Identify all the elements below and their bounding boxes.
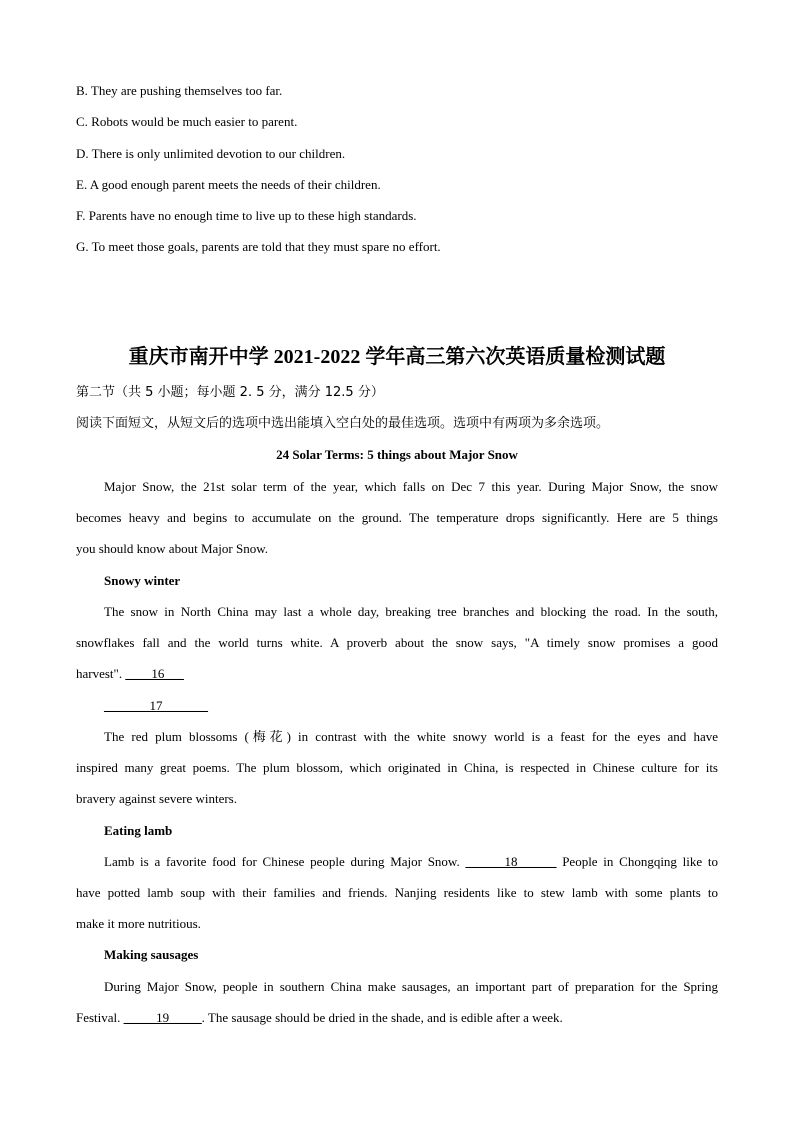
snowy-line-2: snowflakes fall and the world turns white. A proverb about the snow says, "A timely snow promises a good bbox=[76, 635, 718, 650]
plum-line-2: inspired many great poems. The plum blossom, which originated in China, is respected in Chinese culture for its bbox=[76, 760, 718, 775]
blank-17-line bbox=[76, 697, 718, 715]
snowy-line-3-text: harvest". bbox=[76, 666, 126, 681]
snowy-line-1: The snow in North China may last a whole day, breaking tree branches and blocking the road. In the south, bbox=[104, 604, 718, 619]
heading-eating-lamb: Eating lamb bbox=[104, 823, 173, 838]
lamb-line-1-suffix: People in Chongqing like to bbox=[556, 854, 718, 869]
instruction-text: 阅读下面短文，从短文后的选项中选出能填入空白处的最佳选项。选项中有两项为多余选项。 bbox=[76, 416, 610, 431]
intro-line-1: Major Snow, the 21st solar term of the year, which falls on Dec 7 this year. During Major Snow, the snow bbox=[104, 479, 718, 494]
blank-17: _______17_______ bbox=[104, 698, 208, 713]
sausage-line-2-suffix: . The sausage should be dried in the shade, and is edible after a week. bbox=[201, 1010, 563, 1025]
sausage-line-2 bbox=[76, 1009, 718, 1027]
exam-title: 重庆市南开中学 2021-2022 学年高三第六次英语质量检测试题 bbox=[128, 346, 666, 368]
blank-18: ______18______ bbox=[465, 854, 557, 869]
lamb-line-3: make it more nutritious. bbox=[76, 916, 201, 931]
snowy-line-3 bbox=[76, 665, 718, 683]
intro-line-3: you should know about Major Snow. bbox=[76, 541, 268, 556]
option-e: E. A good enough parent meets the needs of their children. bbox=[76, 177, 381, 192]
plum-line-1: The red plum blossoms (梅花) in contrast with the white snowy world is a feast for the eyes and have bbox=[104, 729, 718, 744]
blank-16: ____16___ bbox=[125, 666, 184, 681]
option-b: B. They are pushing themselves too far. bbox=[76, 83, 283, 98]
blank-19: _____19_____ bbox=[123, 1010, 202, 1025]
lamb-line-2: have potted lamb soup with their families and friends. Nanjing residents like to stew lamb with some plants to bbox=[76, 885, 718, 900]
heading-snowy-winter: Snowy winter bbox=[104, 573, 181, 588]
sausage-line-2-prefix: Festival. bbox=[76, 1010, 124, 1025]
lamb-line-1-prefix: Lamb is a favorite food for Chinese people during Major Snow. bbox=[104, 854, 466, 869]
option-g: G. To meet those goals, parents are told that they must spare no effort. bbox=[76, 239, 441, 254]
lamb-line-1 bbox=[76, 853, 718, 871]
article-title: 24 Solar Terms: 5 things about Major Snow bbox=[276, 447, 518, 462]
option-d: D. There is only unlimited devotion to our children. bbox=[76, 146, 346, 161]
section-header: 第二节（共 5 小题；每小题 2. 5 分，满分 12.5 分） bbox=[76, 385, 384, 400]
intro-line-2: becomes heavy and begins to accumulate on the ground. The temperature drops significantly. Here are 5 things bbox=[76, 510, 718, 525]
sausage-line-1: During Major Snow, people in southern China make sausages, an important part of preparation for the Spring bbox=[104, 979, 718, 994]
option-c: C. Robots would be much easier to parent. bbox=[76, 114, 298, 129]
plum-line-3: bravery against severe winters. bbox=[76, 791, 237, 806]
heading-making-sausages: Making sausages bbox=[104, 947, 199, 962]
option-f: F. Parents have no enough time to live up to these high standards. bbox=[76, 208, 417, 223]
